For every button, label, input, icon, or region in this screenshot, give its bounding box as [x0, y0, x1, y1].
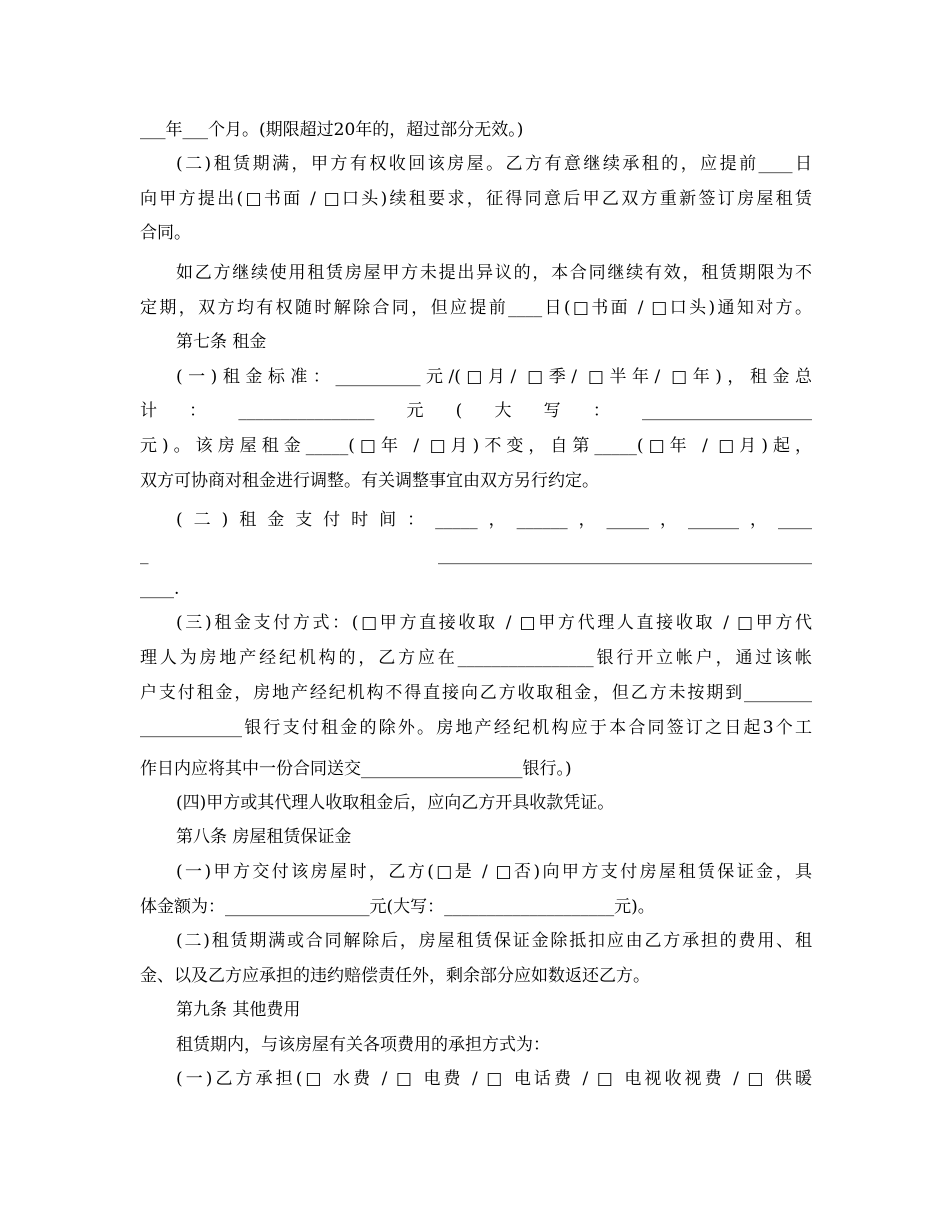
text-line: 体金额为：_________________元(大写：____________________元)。: [140, 897, 655, 917]
text-line: ____.: [140, 579, 180, 599]
text-line: (一)租金标准：__________元/(□月/ □季/ □半年/ □年)，租金总: [176, 367, 812, 387]
text-line: (二)租赁期满，甲方有权收回该房屋。乙方有意继续承租的，应提前____日: [176, 154, 812, 174]
text-line: 作日内应将其中一份合同送交___________________银行。): [140, 759, 572, 779]
text-line: 理人为房地产经纪机构的，乙方应在________________银行开立帐户，通过该帐: [140, 648, 812, 668]
text-line: (二)租金支付时间：_____，______，_____，______，____: [176, 510, 812, 530]
text-line: 如乙方继续使用租赁房屋甲方未提出异议的，本合同继续有效，租赁期限为不: [176, 263, 812, 283]
text-line: 金、以及乙方应承担的违约赔偿责任外，剩余部分应如数返还乙方。: [140, 966, 650, 986]
text-line: (一)甲方交付该房屋时，乙方(□是 / □否)向甲方支付房屋租赁保证金，具: [176, 862, 812, 882]
text-line: _ ____________________________________________: [140, 545, 812, 565]
section-heading: 第九条 其他费用: [176, 1000, 301, 1020]
section-heading: 第八条 房屋租赁保证金: [176, 827, 352, 847]
text-line: 定期，双方均有权随时解除合同，但应提前____日(□书面 / □口头)通知对方。: [140, 298, 812, 318]
text-line: 计：________________元(大写：____________________: [140, 401, 812, 421]
text-line: 元)。该房屋租金_____(□年 / □月)不变，自第_____(□年 / □月)起，: [140, 436, 812, 456]
text-line: 租赁期内，与该房屋有关各项费用的承担方式为：: [176, 1035, 550, 1055]
text-line: 合同。: [140, 223, 191, 243]
text-line: (二)租赁期满或合同解除后，房屋租赁保证金除抵扣应由乙方承担的费用、租: [176, 931, 812, 951]
section-heading: 第七条 租金: [176, 332, 267, 352]
text-line: (四)甲方或其代理人收取租金后，应向乙方开具收款凭证。: [176, 793, 615, 813]
text-line: 双方可协商对租金进行调整。有关调整事宜由双方另行约定。: [140, 471, 599, 491]
text-line: (三)租金支付方式：(□甲方直接收取 / □甲方代理人直接收取 / □甲方代: [176, 613, 812, 633]
text-line: 向甲方提出(□书面 / □口头)续租要求，征得同意后甲乙双方重新签订房屋租赁: [140, 189, 812, 209]
text-line: (一)乙方承担(□ 水费 / □ 电费 / □ 电话费 / □ 电视收视费 / □ 供暖: [176, 1069, 812, 1089]
text-line: ___年___个月。(期限超过20年的，超过部分无效。): [140, 120, 524, 140]
text-line: ____________银行支付租金的除外。房地产经纪机构应于本合同签订之日起3个工: [140, 718, 812, 738]
text-line: 户支付租金，房地产经纪机构不得直接向乙方收取租金，但乙方未按期到________: [140, 683, 812, 703]
